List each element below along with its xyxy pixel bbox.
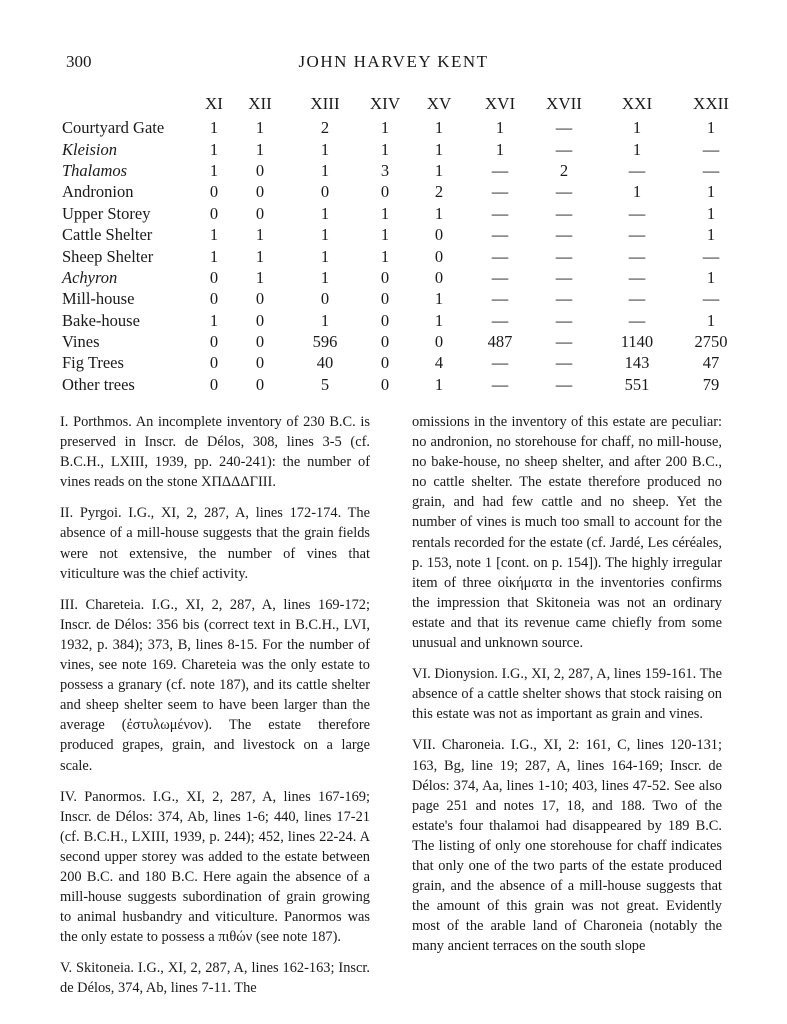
table-cell: 0 [255, 289, 265, 309]
table-cell: 1 [320, 310, 330, 330]
table-cell: 0 [255, 160, 265, 180]
note-chareteia: III. Chareteia. I.G., XI, 2, 287, A, lines 169-172; Inscr. de Délos: 356 bis (correct text in B.C.H., LVI, 1932, p. 384); 373, B, lines 8-15. For the number of vines, see note 169. Chareteia was the only estate to possess a granary (cf. note 187), and its cattle shelter and sheep shelter seem to have been larger than the average (ἐστυλωμένον). The estate therefore produced grapes, grain, and livestock on a large scale. [60, 596, 370, 774]
table-cell: 1 [632, 139, 642, 159]
table-cell: 2 [559, 160, 569, 180]
table-cell: — [555, 225, 573, 245]
row-label: Bake-house [62, 310, 140, 330]
row-label: Achyron [62, 267, 118, 287]
table-cell: 1 [434, 289, 444, 309]
table-cell: 1 [209, 160, 219, 180]
left-column [60, 412, 370, 1010]
column-header: XVI [484, 94, 516, 113]
table-cell: 0 [209, 353, 219, 373]
page-header [0, 52, 787, 78]
row-label: Upper Storey [62, 203, 151, 223]
table-row [62, 352, 744, 373]
table-cell: 47 [702, 353, 720, 373]
table-cell: 1 [434, 374, 444, 394]
table-cell: 0 [255, 353, 265, 373]
table-cell: 0 [380, 289, 390, 309]
table-cell: — [555, 203, 573, 223]
table-cell: 596 [312, 332, 338, 352]
table-cell: — [555, 353, 573, 373]
table-cell: 1 [320, 246, 330, 266]
table-cell: 0 [380, 332, 390, 352]
row-label: Mill-house [62, 289, 135, 309]
note-porthmos: I. Porthmos. An incomplete inventory of 230 B.C. is preserved in Inscr. de Délos, 308, lines 3-5 (cf. B.C.H., LXIII, 1939, pp. 240-241): the number of vines reads on the stone XΠΔΔΔΓΙΙΙ. [60, 414, 370, 491]
table-cell: 0 [434, 225, 444, 245]
table-cell: — [702, 289, 720, 309]
table-cell: 1 [434, 139, 444, 159]
table-cell: — [555, 139, 573, 159]
table-cell: 40 [316, 353, 334, 373]
table-cell: 1 [706, 225, 716, 245]
table-cell: 1 [209, 118, 219, 138]
header-label-cell [62, 91, 198, 117]
column-header: XVII [546, 94, 582, 113]
table-cell: 487 [487, 332, 513, 352]
table-cell: 3 [380, 160, 390, 180]
table-row [62, 288, 744, 309]
table-cell: 0 [434, 246, 444, 266]
table-cell: 2 [434, 182, 444, 202]
row-label: Sheep Shelter [62, 246, 154, 266]
table-cell: — [555, 332, 573, 352]
table-cell: 1 [255, 267, 265, 287]
table-cell: 0 [209, 267, 219, 287]
table-cell: 1 [706, 118, 716, 138]
table-cell: 1 [255, 118, 265, 138]
table-cell: — [491, 374, 509, 394]
row-label: Kleision [62, 139, 118, 159]
table-cell: 1 [495, 118, 505, 138]
table-header-row [62, 91, 744, 117]
table-cell: 1 [706, 310, 716, 330]
table-cell: 0 [255, 310, 265, 330]
table-cell: 1 [380, 246, 390, 266]
table-cell: — [628, 225, 646, 245]
table-cell: 0 [255, 203, 265, 223]
table-cell: 1 [632, 182, 642, 202]
column-header: XIII [310, 94, 340, 113]
table-cell: 1 [209, 246, 219, 266]
table-cell: 5 [320, 374, 330, 394]
table-cell: — [702, 246, 720, 266]
note-skitoneia-continued: omissions in the inventory of this estate are peculiar: no andronion, no storehouse for chaff, no mill-house, no bake-house, no sheep shelter, and after 200 B.C., no cattle shelter. The estate therefore produced no grain, and had few cattle and no sheep. Yet the number of vines is much too small to account for the rentals recorded for the estate (cf. Jardé, Les céréales, p. 153, note 1 [cont. on p. 154]). The highly irregular item of three οἰκήματα in the inventories confirms the impression that Skitoneia was not an ordinary estate and that its revenue came chiefly from some unusual and unknown source. [412, 414, 722, 652]
table-cell: 1 [380, 139, 390, 159]
table-cell: 1 [434, 203, 444, 223]
table-cell: 0 [434, 332, 444, 352]
table-cell: 0 [255, 332, 265, 352]
table-row [62, 245, 744, 266]
row-label: Andronion [62, 182, 134, 202]
table-cell: — [555, 374, 573, 394]
note-panormos: IV. Panormos. I.G., XI, 2, 287, A, lines 167-169; Inscr. de Délos: 374, Ab, lines 1-6; 440, lines 17-21 (cf. B.C.H., LXIII, 1939, p. 244); 452, lines 22-24. A second upper storey was added to the estate between 200 B.C. and 180 B.C. Here again the absence of a mill-house suggests subordination of grain growing to animal husbandry and viticulture. Panormos was the only estate to possess a πιθών (see note 187). [60, 788, 370, 946]
table-cell: — [555, 118, 573, 138]
column-header: XXII [693, 94, 729, 113]
table-cell: — [555, 289, 573, 309]
table-cell: 0 [255, 374, 265, 394]
table-row [62, 267, 744, 288]
row-label: Fig Trees [62, 353, 124, 373]
table-cell: 0 [380, 353, 390, 373]
table-cell: 1 [434, 310, 444, 330]
table-cell: 2750 [694, 332, 728, 352]
table-cell: — [628, 289, 646, 309]
table-cell: 0 [209, 374, 219, 394]
table-cell: 1 [320, 139, 330, 159]
table-cell: 2 [320, 118, 330, 138]
table-cell: 1 [320, 160, 330, 180]
table-cell: 1 [706, 267, 716, 287]
note-dionysion: VI. Dionysion. I.G., XI, 2, 287, A, lines 159-161. The absence of a cattle shelter shows that stock raising on this estate was not as important as grain and vines. [412, 666, 722, 723]
note-skitoneia: V. Skitoneia. I.G., XI, 2, 287, A, lines 162-163; Inscr. de Délos, 374, Ab, lines 7-11. The [60, 960, 370, 997]
table-cell: 551 [624, 374, 650, 394]
table-cell: — [491, 310, 509, 330]
row-label: Courtyard Gate [62, 118, 165, 138]
table-cell: 4 [434, 353, 444, 373]
table-row [62, 160, 744, 181]
table-cell: — [628, 267, 646, 287]
table-cell: 79 [702, 374, 720, 394]
table-cell: 1 [706, 182, 716, 202]
row-label: Vines [62, 332, 100, 352]
table-cell: 0 [255, 182, 265, 202]
table-cell: 143 [624, 353, 650, 373]
table-cell: 0 [380, 310, 390, 330]
column-header: XII [248, 94, 272, 113]
table-cell: 1 [255, 246, 265, 266]
running-head: JOHN HARVEY KENT [298, 52, 489, 71]
table-cell: 1 [320, 203, 330, 223]
table-row [62, 117, 744, 138]
table-cell: — [555, 267, 573, 287]
table-cell: 0 [380, 182, 390, 202]
table-row [62, 224, 744, 245]
table-cell: — [628, 310, 646, 330]
row-label: Cattle Shelter [62, 225, 153, 245]
table-cell: — [491, 225, 509, 245]
note-charoneia: VII. Charoneia. I.G., XI, 2: 161, C, lines 120-131; 163, Bg, line 19; 287, A, lines 164-169; Inscr. de Délos: 374, Aa, lines 1-10; 403, lines 47-52. See also page 251 and notes 17, 18, and 188. Two of the estate's four thalamoi had disappeared by 189 B.C. The listing of only one storehouse for chaff indicates that only one of the two parts of the estate produced grain, and the absence of a mill-house suggests that the amount of this grain was not great. Evidently most of the arable land of Charoneia (notably the many ancient terraces on the south slope [412, 737, 722, 955]
table-cell: — [555, 246, 573, 266]
table-cell: 1 [320, 267, 330, 287]
table-cell: 0 [209, 332, 219, 352]
row-label: Thalamos [62, 160, 128, 180]
page-number: 300 [66, 52, 92, 71]
table-cell: 0 [434, 267, 444, 287]
table-cell: 1 [209, 225, 219, 245]
table-cell: — [491, 203, 509, 223]
table-cell: — [628, 160, 646, 180]
column-header: XV [426, 94, 452, 113]
table-cell: 1140 [620, 332, 654, 352]
table-cell: — [491, 182, 509, 202]
table-cell: — [555, 182, 573, 202]
table-cell: 1 [434, 118, 444, 138]
table-cell: 1 [495, 139, 505, 159]
right-column [412, 412, 722, 967]
table-cell: 1 [706, 203, 716, 223]
table-row [62, 203, 744, 224]
table-row [62, 331, 744, 352]
table-cell: 0 [209, 203, 219, 223]
table-cell: 1 [209, 139, 219, 159]
table-cell: 1 [434, 160, 444, 180]
table-cell: 1 [255, 139, 265, 159]
table-cell: — [491, 353, 509, 373]
table-cell: — [628, 246, 646, 266]
table-row [62, 181, 744, 202]
table-cell: — [491, 160, 509, 180]
table-cell: 0 [320, 289, 330, 309]
column-header: XI [205, 94, 223, 113]
table-cell: 0 [320, 182, 330, 202]
inventory-table [62, 91, 744, 395]
table-cell: — [491, 246, 509, 266]
table-cell: 1 [380, 203, 390, 223]
column-header: XIV [369, 94, 401, 113]
table-cell: 0 [209, 182, 219, 202]
table-cell: 0 [380, 374, 390, 394]
table-cell: — [555, 310, 573, 330]
table-cell: — [491, 267, 509, 287]
table-cell: 0 [209, 289, 219, 309]
table-cell: — [702, 160, 720, 180]
table-cell: 1 [380, 225, 390, 245]
table-row [62, 374, 744, 395]
table-cell: — [702, 139, 720, 159]
table-row [62, 138, 744, 159]
table-cell: 1 [380, 118, 390, 138]
table-row [62, 310, 744, 331]
table-cell: — [628, 203, 646, 223]
column-header: XXI [621, 94, 653, 113]
table-cell: — [491, 289, 509, 309]
table-cell: 1 [255, 225, 265, 245]
row-label: Other trees [62, 374, 135, 394]
table-cell: 1 [632, 118, 642, 138]
note-pyrgoi: II. Pyrgoi. I.G., XI, 2, 287, A, lines 172-174. The absence of a mill-house suggests that the grain fields were not extensive, the number of vines that viticulture was the chief activity. [60, 505, 370, 582]
table-cell: 1 [320, 225, 330, 245]
table-cell: 1 [209, 310, 219, 330]
table-cell: 0 [380, 267, 390, 287]
